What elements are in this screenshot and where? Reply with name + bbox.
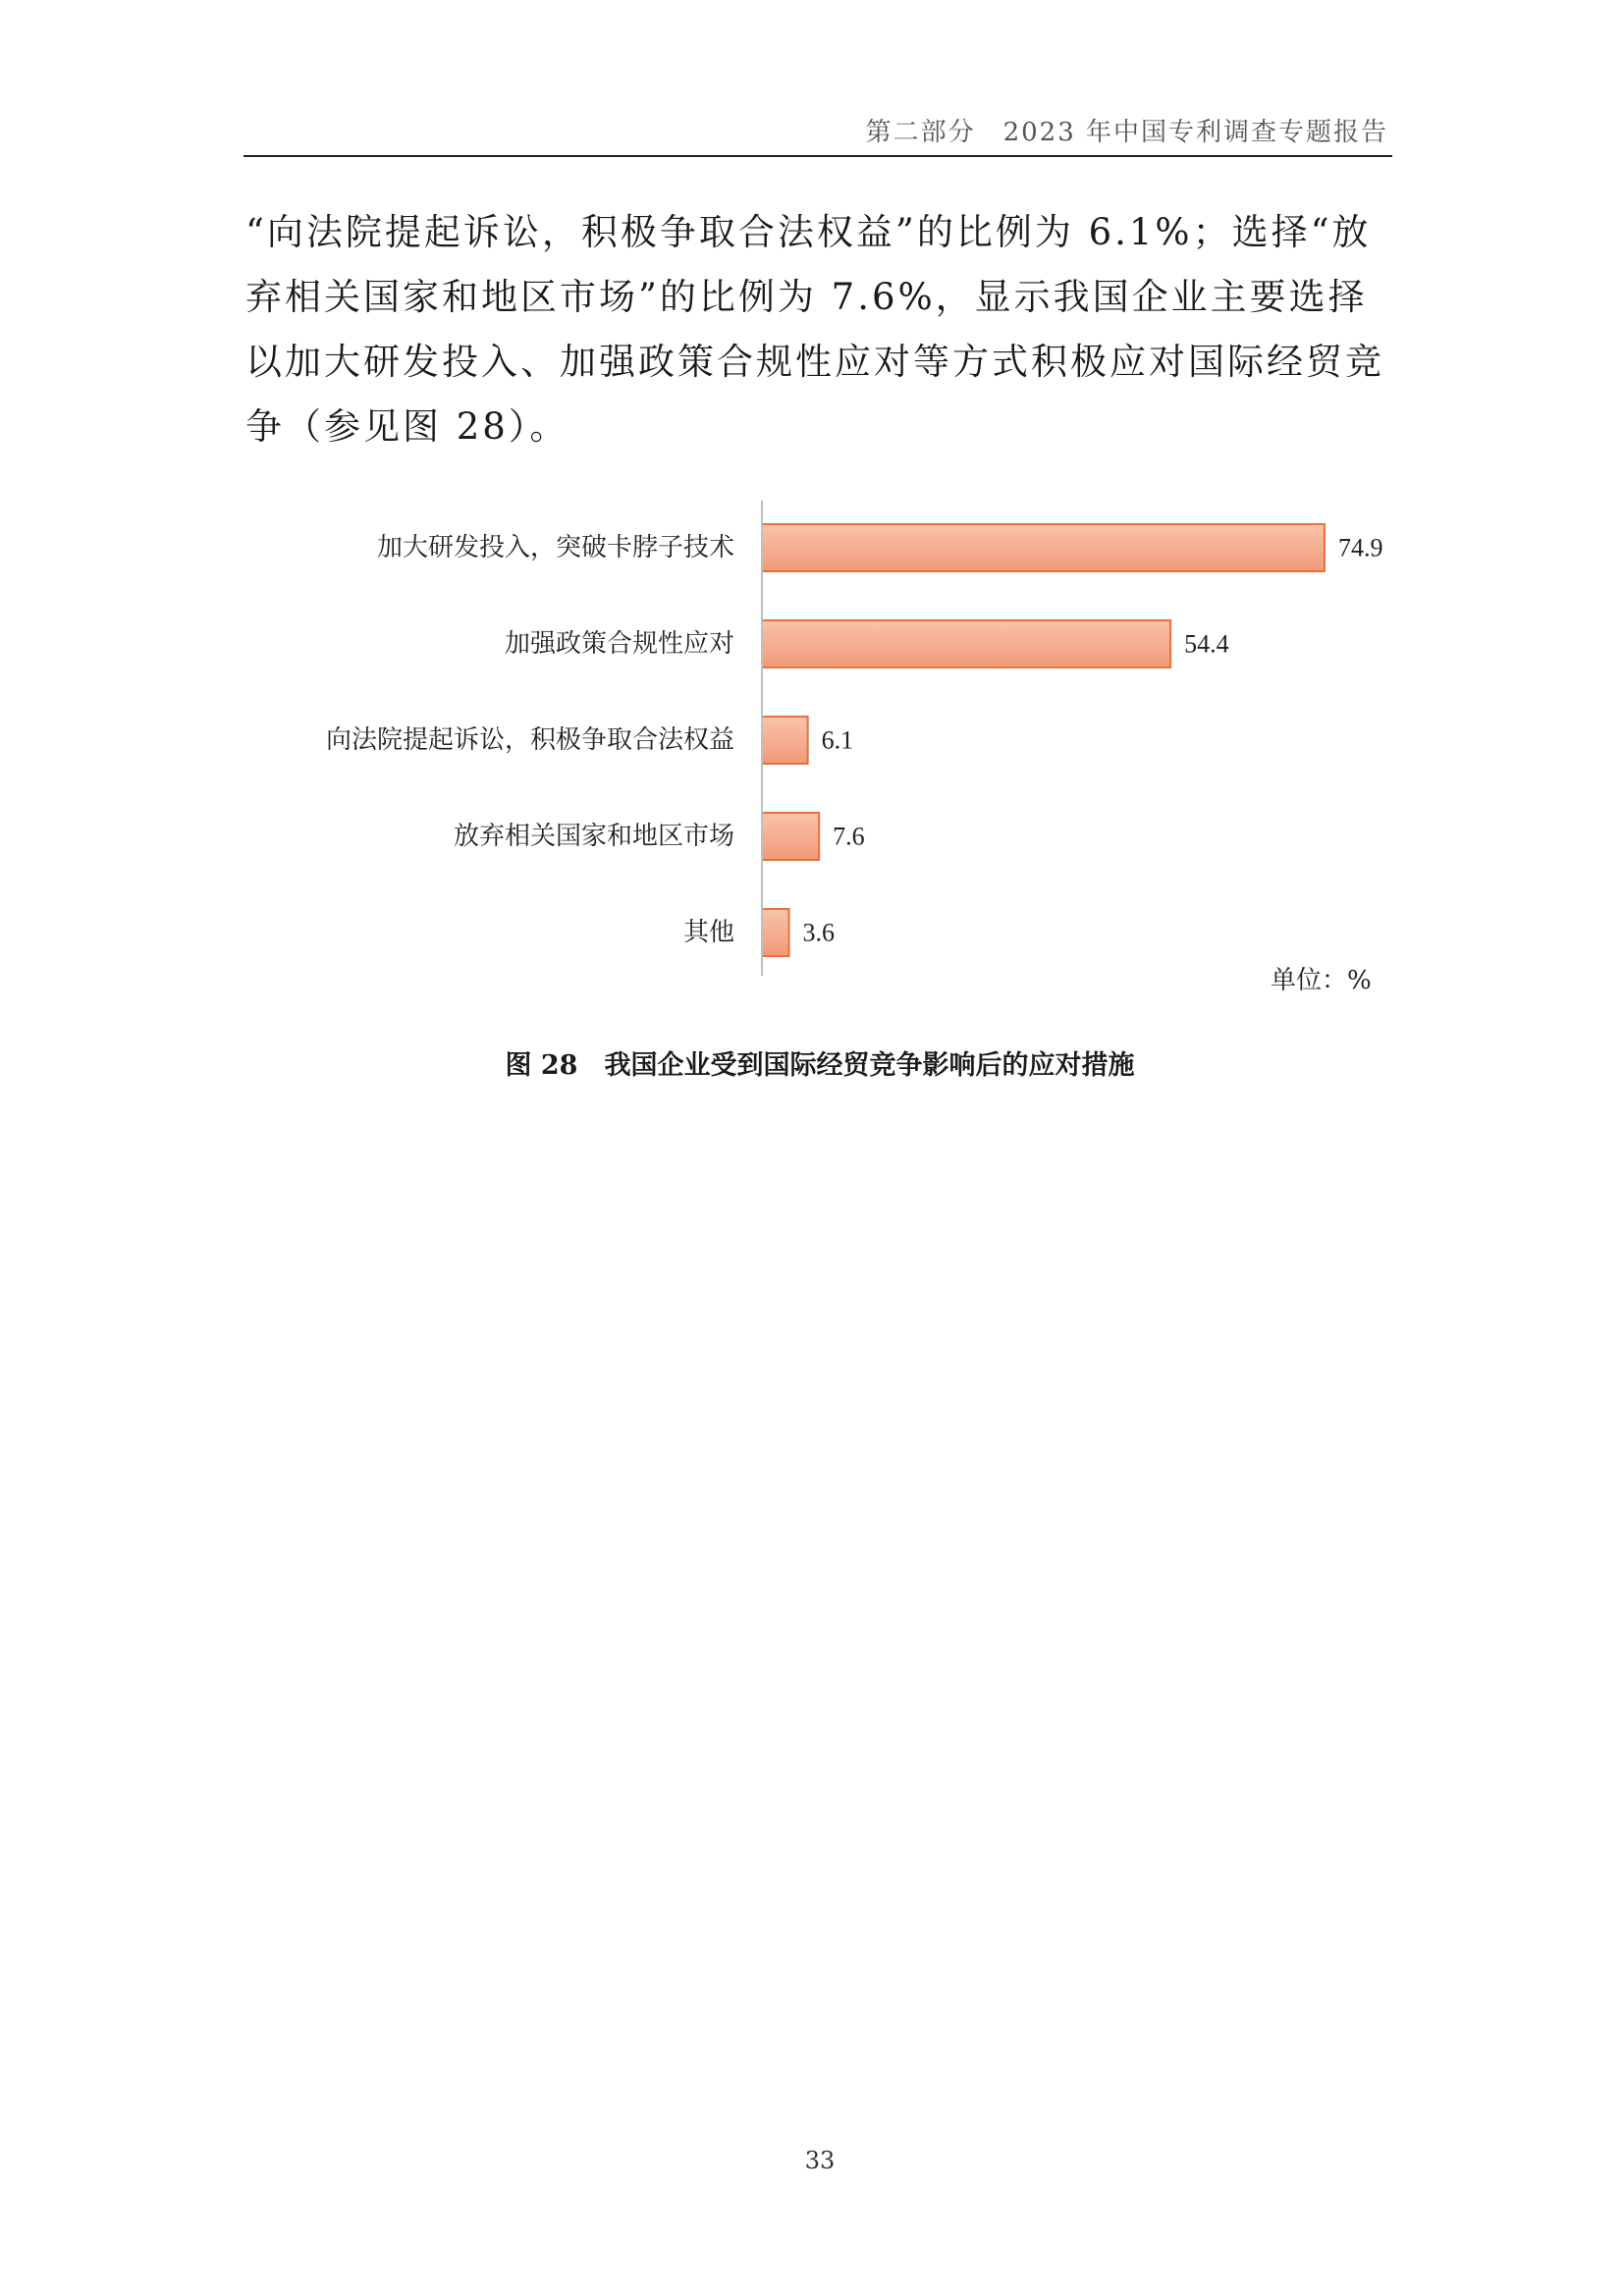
category-label: 其他 <box>682 918 734 947</box>
chart-canvas <box>245 491 1394 1001</box>
value-label: 74.9 <box>1337 533 1383 562</box>
bar <box>762 717 808 764</box>
bar <box>762 524 1325 571</box>
page-header <box>244 108 1392 157</box>
value-label: 3.6 <box>802 918 836 947</box>
unit-label: 单位：% <box>1271 966 1372 995</box>
value-label: 7.6 <box>833 822 865 851</box>
bar <box>762 909 789 956</box>
figure-caption: 图 28 我国企业受到国际经贸竞争影响后的应对措施 <box>505 1050 1135 1081</box>
category-label: 加强政策合规性应对 <box>504 629 734 659</box>
category-label: 加大研发投入，突破卡脖子技术 <box>376 533 734 562</box>
body-paragraph: “向法院提起诉讼，积极争取合法权益”的比例为 6.1%；选择“放弃相关国家和地区市场”的比例为 7.6%，显示我国企业主要选择以加大研发投入、加强政策合规性应对等方式积极应对国际经贸竞争（参见图 28）。 <box>245 211 1384 448</box>
bar <box>762 813 819 860</box>
value-label: 6.1 <box>821 725 854 755</box>
page-number: 33 <box>804 2147 836 2174</box>
category-label: 放弃相关国家和地区市场 <box>453 822 734 851</box>
category-label: 向法院提起诉讼，积极争取合法权益 <box>325 725 734 755</box>
running-title: 第二部分 2023 年中国专利调查专题报告 <box>865 118 1388 147</box>
bar-chart <box>245 491 1394 1001</box>
bar <box>762 620 1170 667</box>
value-label: 54.4 <box>1184 629 1229 659</box>
